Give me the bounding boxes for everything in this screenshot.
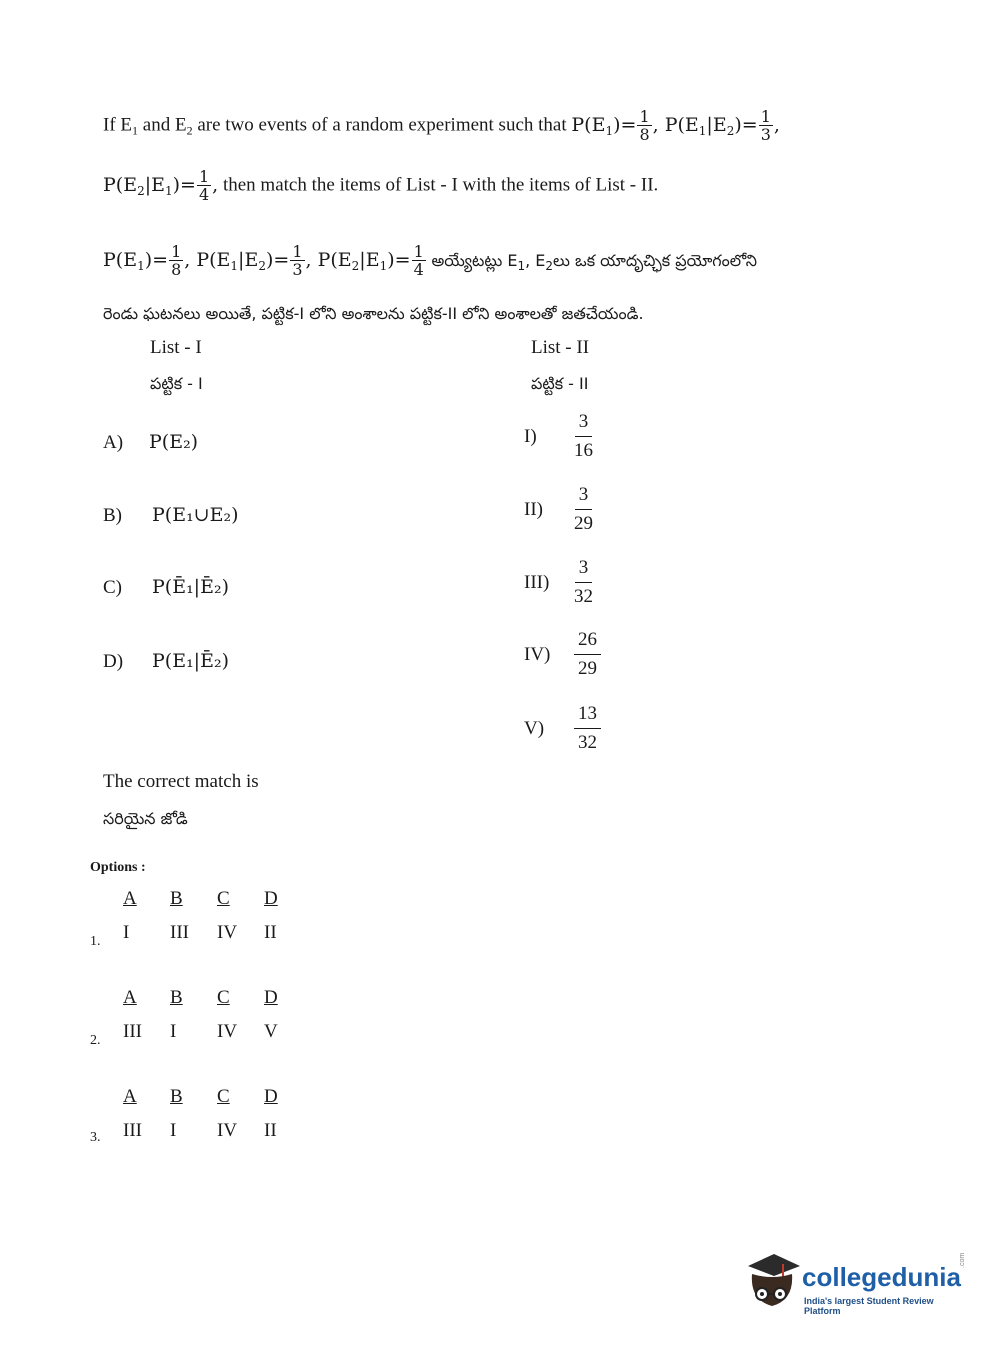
list1-item-d xyxy=(103,650,229,673)
option-value: IV xyxy=(217,1120,238,1141)
list1-item-expr: P(E₁∪E₂) xyxy=(152,504,239,526)
list2-item-v xyxy=(524,700,601,757)
option-number: 3. xyxy=(90,1130,101,1145)
question-en-and: and E xyxy=(138,114,187,136)
option-2[interactable] xyxy=(90,981,311,1049)
mascot-icon xyxy=(742,1250,802,1310)
option-header: B xyxy=(170,888,183,909)
correct-match-en: The correct match is xyxy=(103,771,259,792)
question-en-line2 xyxy=(103,168,658,203)
question-en-middle: are two events of a random experiment such that xyxy=(192,114,572,136)
option-value: II xyxy=(264,922,277,943)
list2-item-ii xyxy=(524,481,593,538)
option-header: A xyxy=(123,987,137,1008)
list2-item-denominator: 32 xyxy=(578,732,597,753)
list2-item-numerator: 3 xyxy=(575,408,593,437)
option-header: A xyxy=(123,1086,137,1107)
option-value: IV xyxy=(217,1021,238,1042)
list1-title-te: పట్టిక - I xyxy=(150,374,203,393)
options-label: Options : xyxy=(90,860,146,875)
list2-item-label: III) xyxy=(524,571,550,593)
option-table xyxy=(123,882,311,950)
option-value: I xyxy=(123,922,130,943)
logo-wordmark: collegedunia xyxy=(802,1262,961,1292)
question-en-line1: If $E_1$ and $E_2$ are two events of a random experiment such that $P(E_1)=$ $\frac{1}{8}$ , $P(E_1|E_2)=$ $\frac{1}{3}$ , xyxy=(103,107,780,144)
option-header: A xyxy=(123,888,137,909)
option-value: III xyxy=(123,1021,142,1042)
option-value: III xyxy=(123,1120,142,1141)
list2-item-numerator: 13 xyxy=(574,700,601,729)
option-header: D xyxy=(264,888,278,909)
question-te-line2: రెండు ఘటనలు అయితే, పట్టిక-I లోని అంశాలను పట్టిక-II లోని అంశాలతో జతచేయండి. xyxy=(103,304,644,323)
option-number: 1. xyxy=(90,934,101,949)
list1-item-expr: P(E₂) xyxy=(149,431,199,453)
option-value: IV xyxy=(217,922,238,943)
list2-item-iii xyxy=(524,554,593,611)
list2-item-denominator: 32 xyxy=(574,586,593,607)
list1-title: List - I xyxy=(150,337,202,358)
option-number: 2. xyxy=(90,1033,101,1048)
list1-item-expr: P(Ē₁|Ē₂) xyxy=(152,576,229,598)
list2-item-denominator: 16 xyxy=(574,440,593,461)
option-value: I xyxy=(170,1021,177,1042)
option-value: I xyxy=(170,1120,177,1141)
option-header: C xyxy=(217,888,230,909)
question-te-line1 xyxy=(103,243,757,278)
list2-item-numerator: 3 xyxy=(575,481,593,510)
option-value: II xyxy=(264,1120,277,1141)
list2-item-iv xyxy=(524,626,601,683)
list2-item-denominator: 29 xyxy=(574,513,593,534)
option-table xyxy=(123,1080,311,1148)
option-1[interactable] xyxy=(90,882,311,950)
question-en-prefix: If E xyxy=(103,114,133,136)
list2-item-numerator: 3 xyxy=(575,554,593,583)
list1-item-c xyxy=(103,576,229,599)
logo-tagline: India's largest Student Review Platform xyxy=(804,1296,934,1316)
list2-title: List - II xyxy=(531,337,590,358)
option-header: B xyxy=(170,1086,183,1107)
list2-title-te: పట్టిక - II xyxy=(531,374,589,393)
list1-item-label: D) xyxy=(103,651,124,672)
given-probabilities: $P(E_1)=$ $\frac{1}{8}$ , $P(E_1|E_2)=$ $\frac{1}{3}$ , xyxy=(571,107,780,144)
list1-item-b xyxy=(103,504,239,527)
option-3[interactable] xyxy=(90,1080,311,1148)
list2-item-numerator: 26 xyxy=(574,626,601,655)
given-probabilities-te: $P(E_1)=$ $\frac{1}{8}$ , $P(E_1|E_2)=$ $\frac{1}{3}$ , $P(E_2|E_1)=$ $\frac{1}{4}$ xyxy=(103,242,424,279)
logo-domain-suffix: .com xyxy=(959,1252,966,1268)
list2-item-label: IV) xyxy=(524,643,551,665)
list1-item-a xyxy=(103,431,198,454)
list2-item-i xyxy=(524,408,593,465)
list1-item-label: C) xyxy=(103,577,122,598)
list2-item-label: V) xyxy=(524,717,545,739)
list1-item-expr: P(E₁|Ē₂) xyxy=(152,650,229,672)
option-header: D xyxy=(264,987,278,1008)
option-header: C xyxy=(217,1086,230,1107)
list2-item-label: II) xyxy=(524,498,543,520)
option-header: B xyxy=(170,987,183,1008)
question-te-text1: అయ్యేటట్లు $E_1$, $E_2లు$ ఒక యాదృచ్ఛిక ప్రయోగంలోని xyxy=(431,250,758,273)
list2-item-denominator: 29 xyxy=(578,658,597,679)
option-table xyxy=(123,981,311,1049)
list1-item-label: A) xyxy=(103,432,124,453)
option-value: III xyxy=(170,922,189,943)
list1-item-label: B) xyxy=(103,505,122,526)
list2-item-label: I) xyxy=(524,425,537,447)
option-header: C xyxy=(217,987,230,1008)
question-en-suffix: then match the items of List - I with the items of List - II. xyxy=(218,174,659,196)
option-value: V xyxy=(264,1021,278,1042)
collegedunia-logo[interactable] xyxy=(742,1250,972,1320)
option-header: D xyxy=(264,1086,278,1107)
given-probability-e2-given-e1: $P(E_2|E_1)=$ $\frac{1}{4}$ , xyxy=(103,167,219,204)
correct-match-te: సరియైన జోడి xyxy=(103,809,188,828)
